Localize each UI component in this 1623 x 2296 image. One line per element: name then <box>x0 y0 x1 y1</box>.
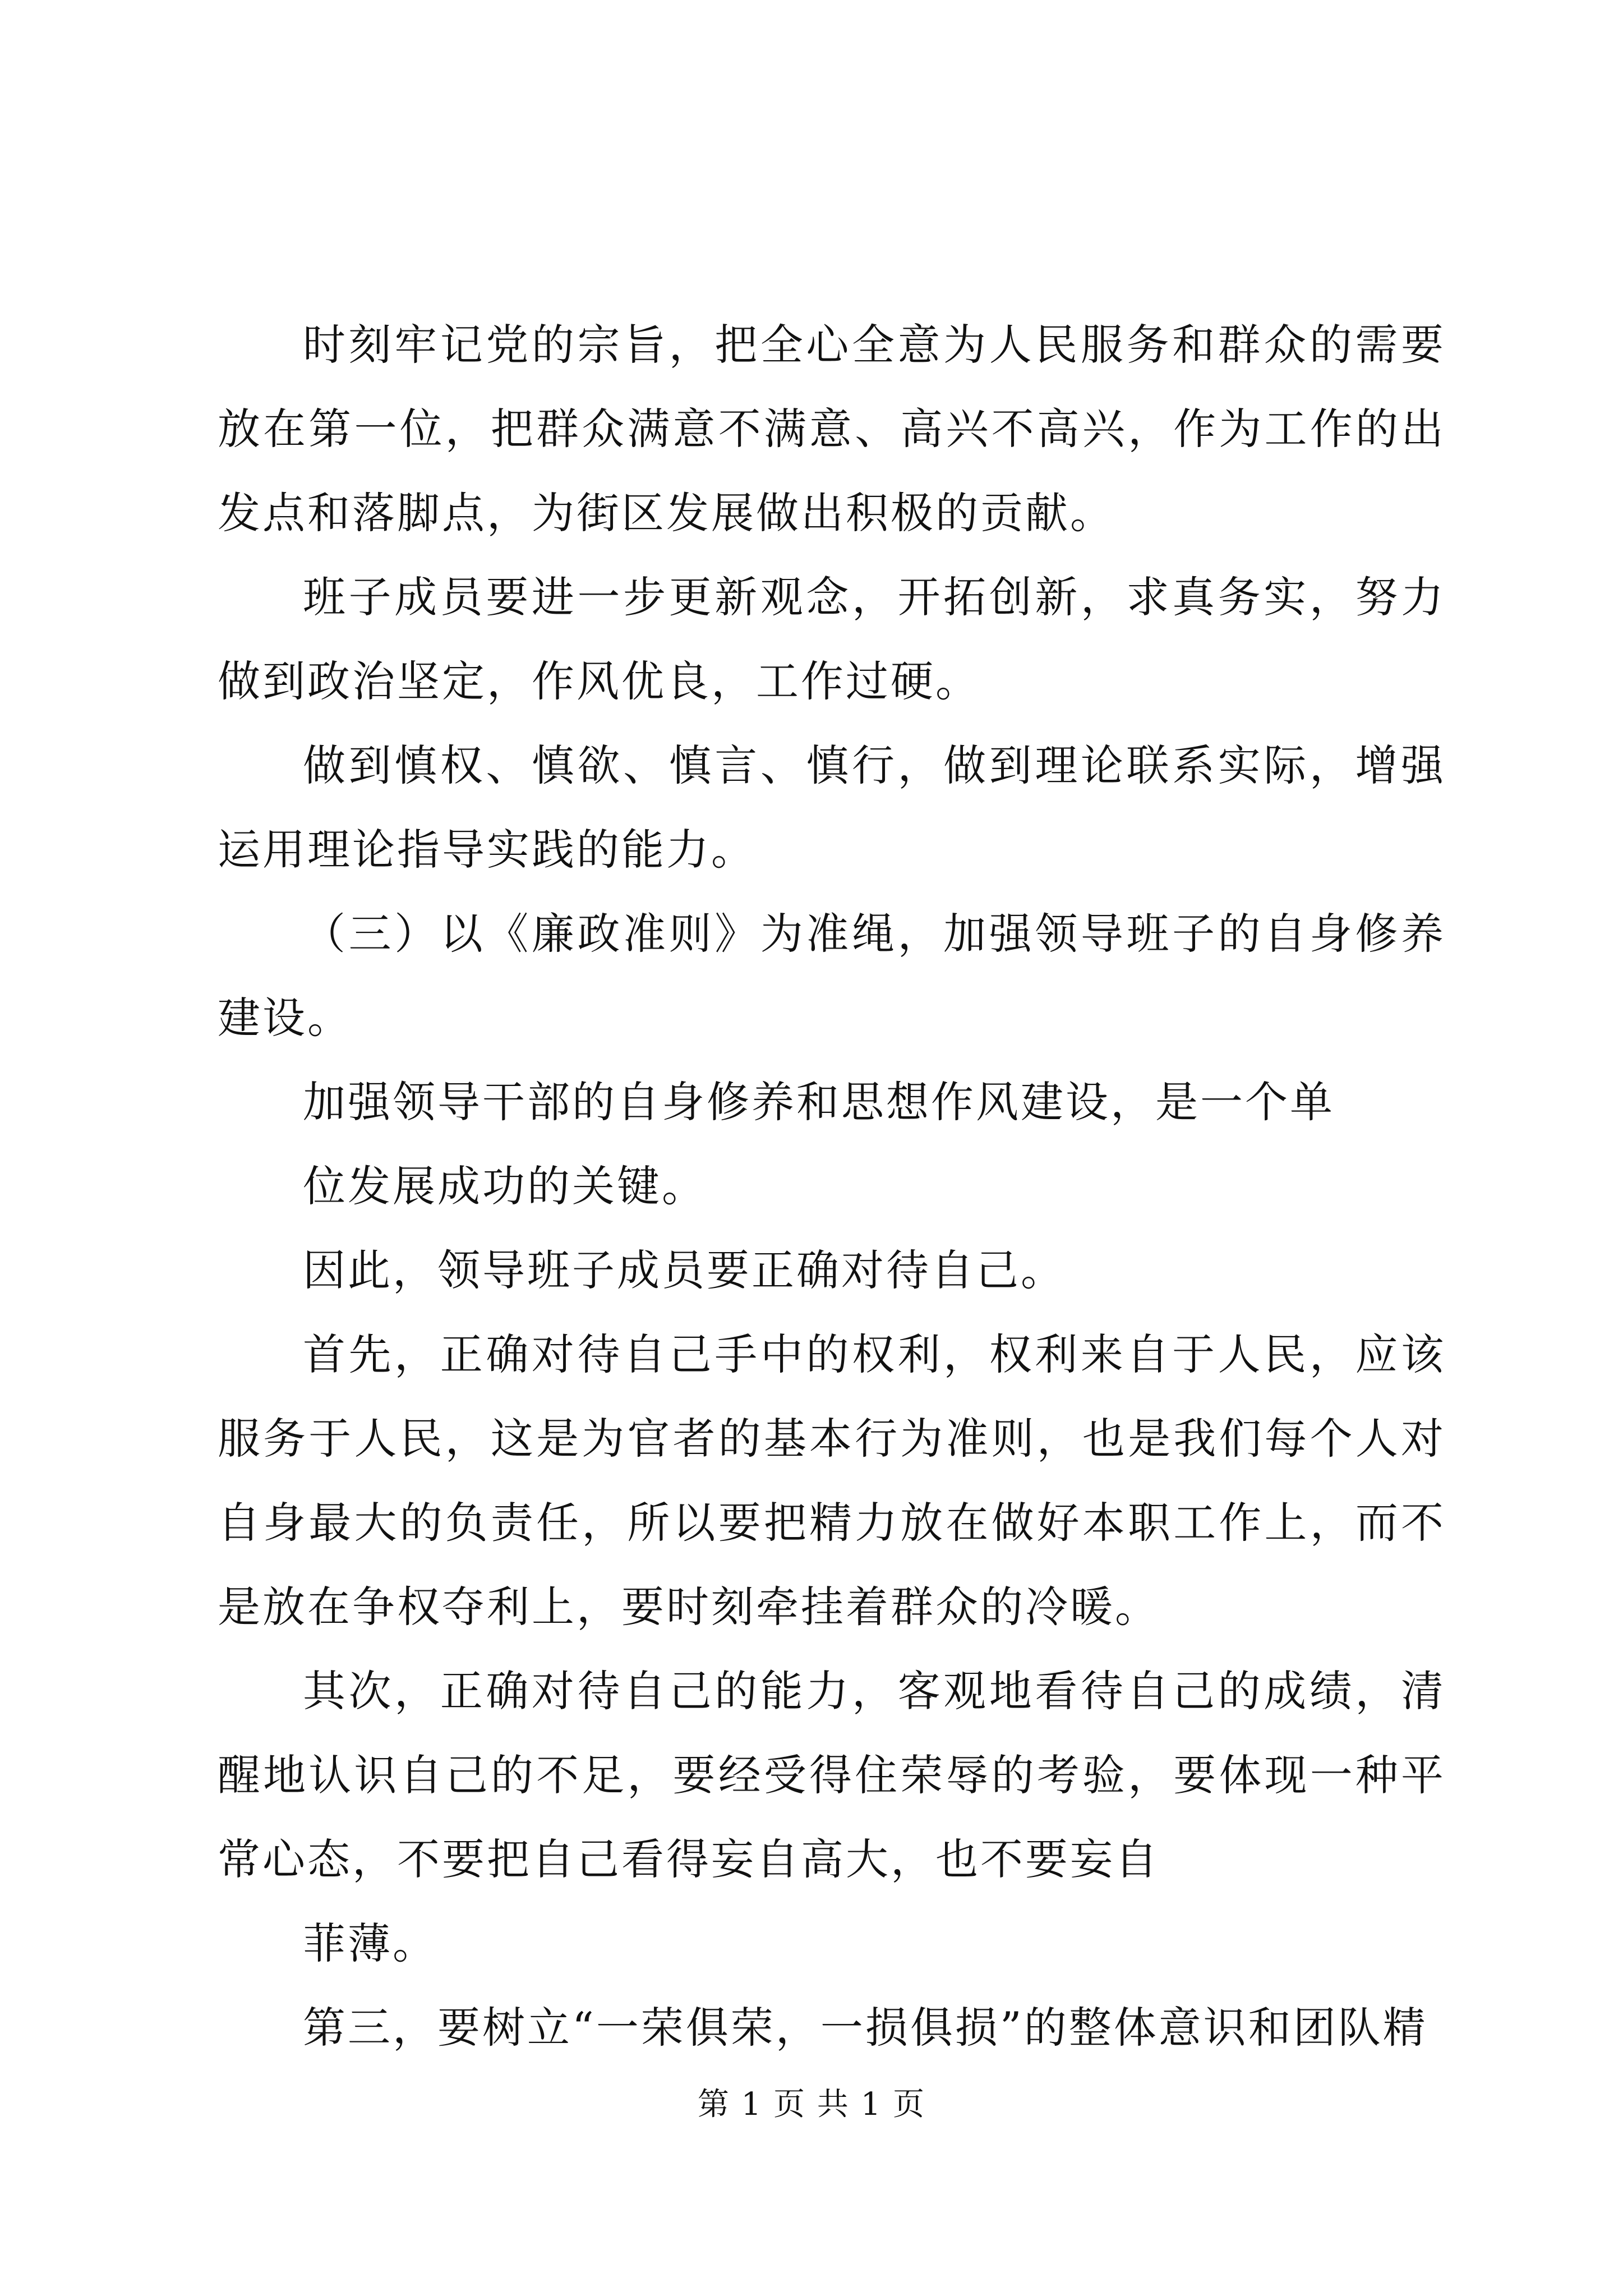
section-heading: （三）以《廉政准则》为准绳，加强领导班子的自身修养建设。 <box>218 909 1446 1043</box>
paragraph: 首先，正确对待自己手中的权利，权利来自于人民，应该服务于人民，这是为官者的基本行为准则，也是我们每个人对自身最大的负责任，所以要把精力放在做好本职工作上，而不是放在争权夺利上，要时刻牵挂着群众的冷暖。 <box>218 1329 1446 1632</box>
paragraph: 因此，领导班子成员要正确对待自己。 <box>303 1245 1066 1295</box>
paragraph: 其次，正确对待自己的能力，客观地看待自己的成绩，清醒地认识自己的不足，要经受得住荣辱的考验，要体现一种平常心态，不要把自己看得妄自高大，也不要妄自 <box>218 1666 1446 1884</box>
paragraph: 做到慎权、慎欲、慎言、慎行，做到理论联系实际，增强运用理论指导实践的能力。 <box>218 740 1446 875</box>
paragraph: 时刻牢记党的宗旨，把全心全意为人民服务和群众的需要放在第一位，把群众满意不满意、高兴不高兴，作为工作的出发点和落脚点，为街区发展做出积极的贡献。 <box>218 320 1446 538</box>
page-footer: 第 1 页 共 1 页 <box>697 2086 926 2123</box>
paragraph: 位发展成功的关键。 <box>303 1161 707 1211</box>
paragraph: 第三，要树立“一荣俱荣，一损俱损”的整体意识和团队精 <box>303 2003 1428 2053</box>
document-body <box>218 303 1446 2070</box>
paragraph: 菲薄。 <box>303 1918 437 1968</box>
paragraph: 班子成员要进一步更新观念，开拓创新，求真务实，努力做到政治坚定，作风优良，工作过硬。 <box>218 572 1446 706</box>
paragraph: 加强领导干部的自身修养和思想作风建设，是一个单 <box>303 1077 1335 1127</box>
